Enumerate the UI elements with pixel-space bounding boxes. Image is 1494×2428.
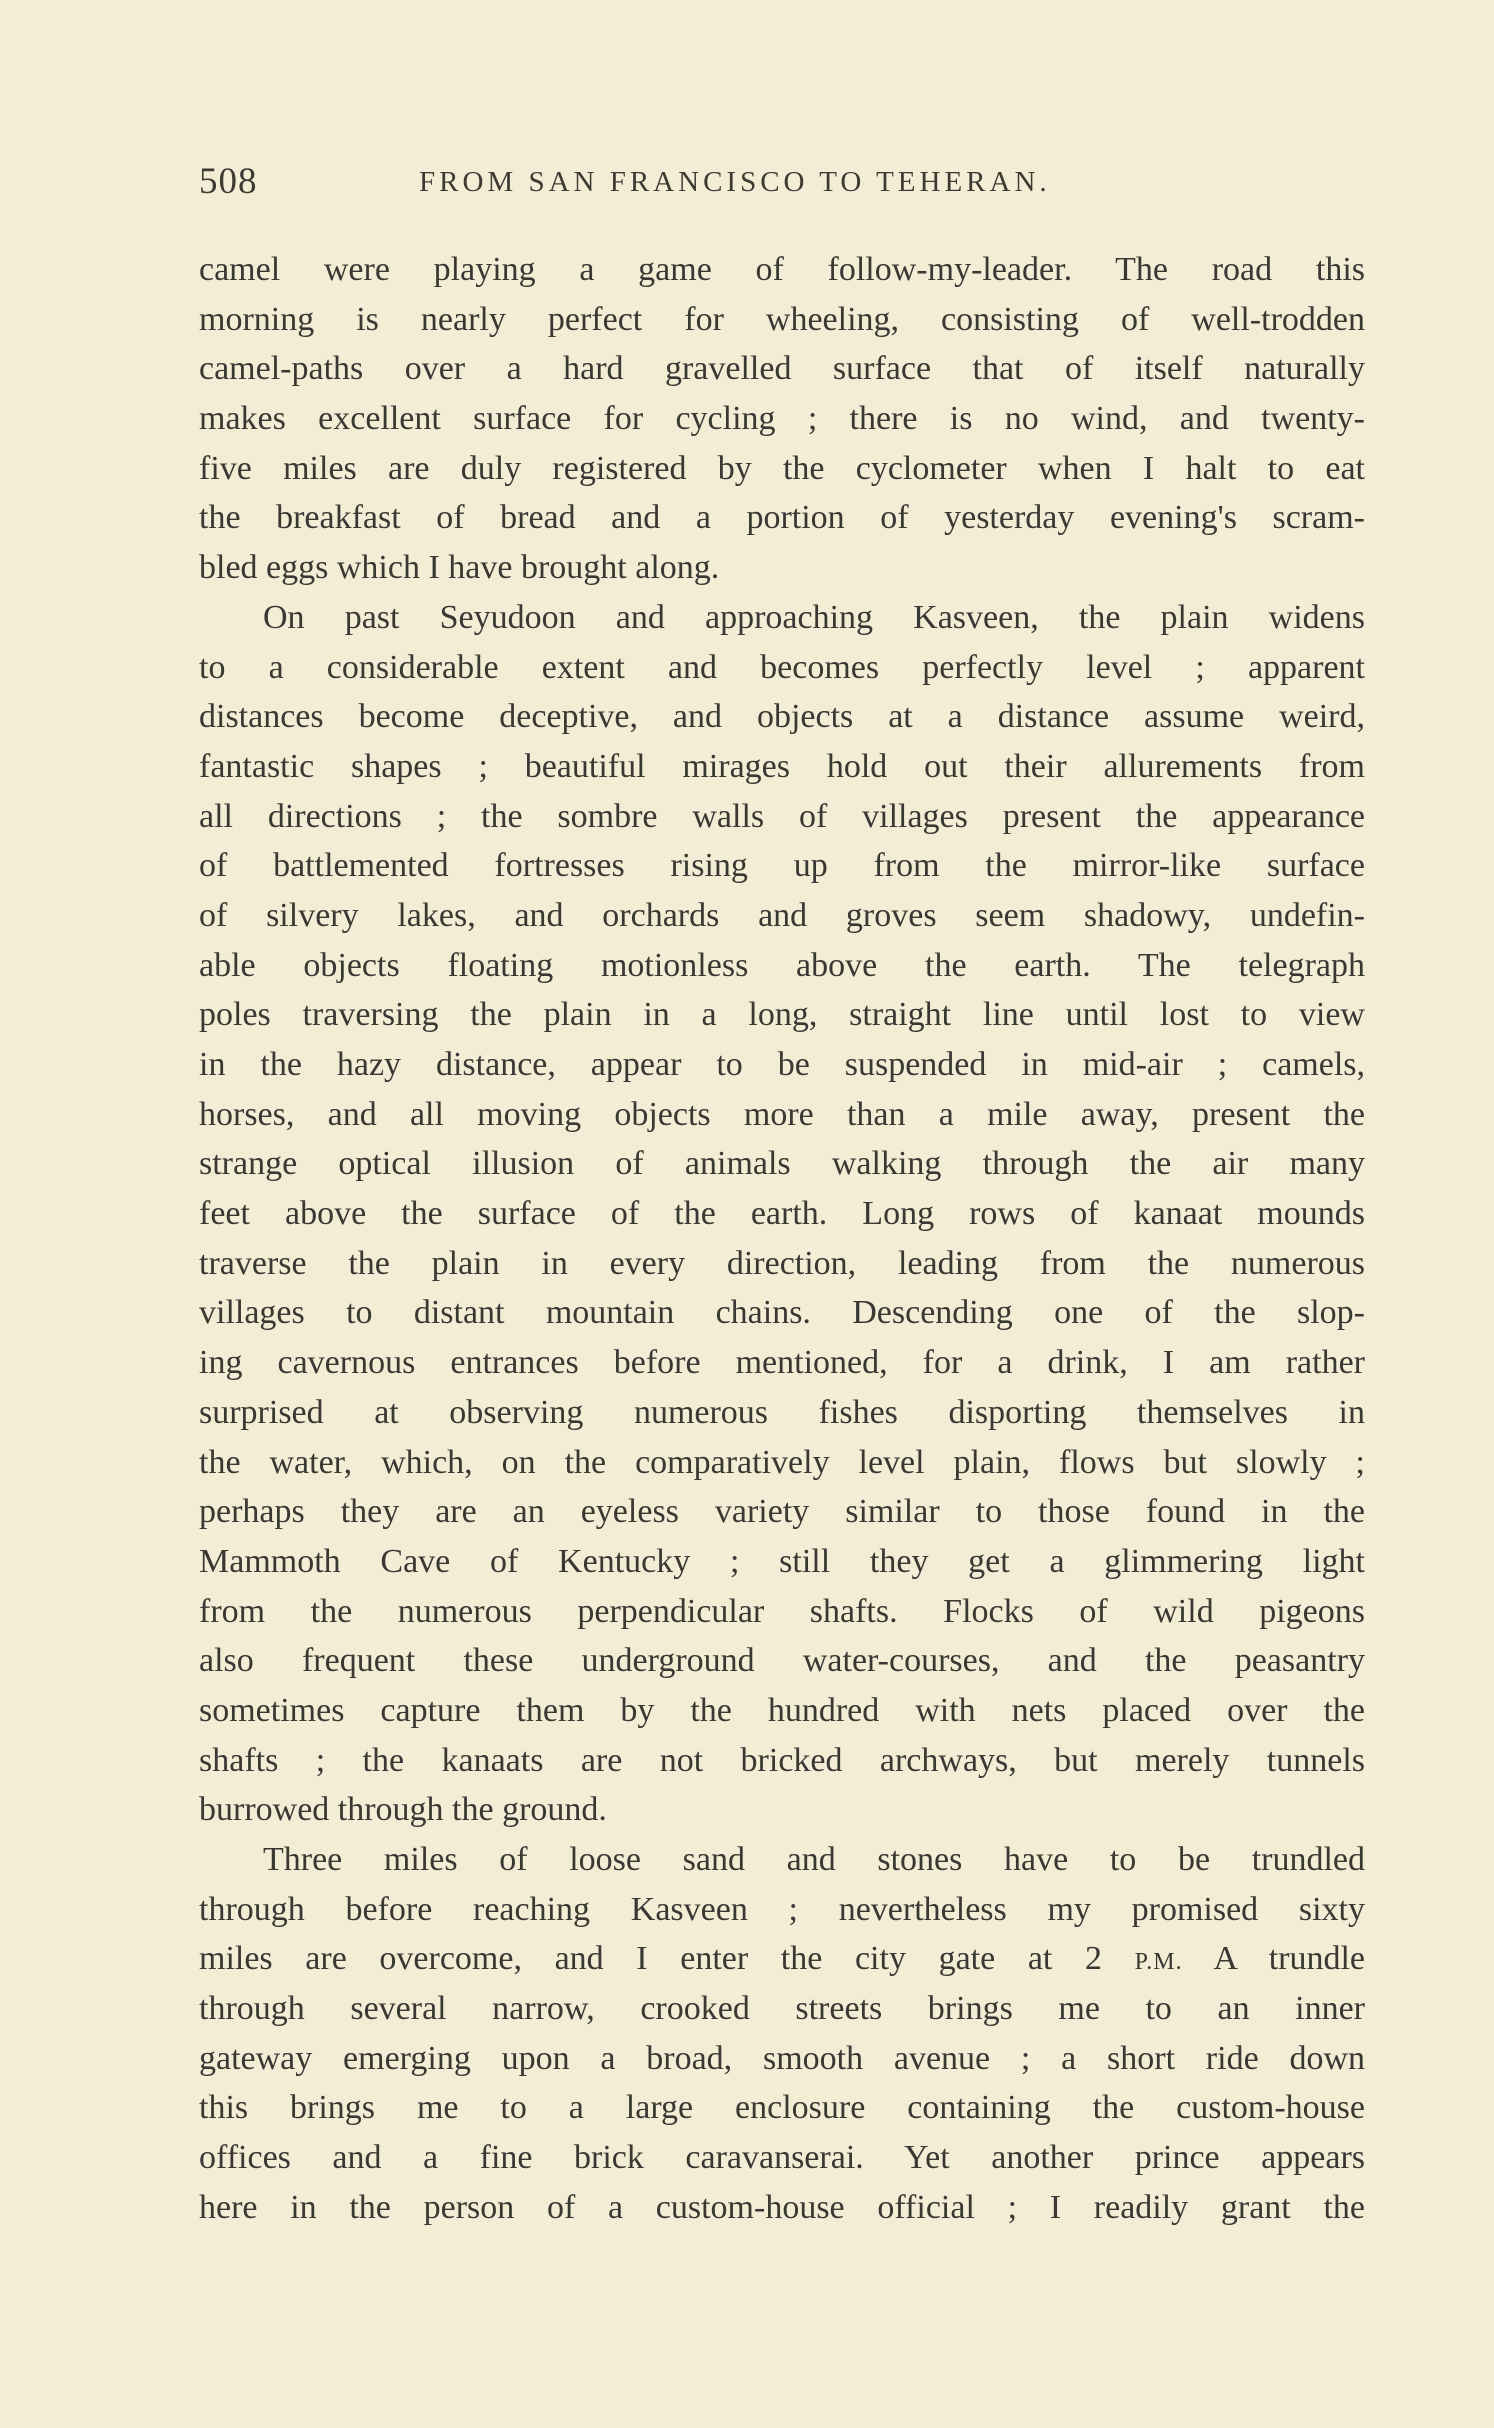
text-line: of battlemented fortresses rising up from the mirror-like surface bbox=[199, 847, 1365, 885]
text-line: poles traversing the plain in a long, straight line until lost to view bbox=[199, 996, 1365, 1034]
text-line: offices and a fine brick caravanserai. Yet another prince appears bbox=[199, 2139, 1365, 2177]
text-line: traverse the plain in every direction, leading from the numerous bbox=[199, 1244, 1365, 1282]
time-abbreviation: P.M. bbox=[1134, 1949, 1183, 1976]
text-line: makes excellent surface for cycling ; there is no wind, and twenty- bbox=[199, 400, 1365, 438]
text-line: the breakfast of bread and a portion of yesterday evening's scram- bbox=[199, 499, 1365, 537]
text-line: through before reaching Kasveen ; nevertheless my promised sixty bbox=[199, 1890, 1365, 1928]
text-segment: A trundle bbox=[1213, 1940, 1365, 1978]
body-text bbox=[199, 245, 1365, 2233]
text-line: camel-paths over a hard gravelled surface that of itself naturally bbox=[199, 350, 1365, 388]
text-line: fantastic shapes ; beautiful mirages hold out their allurements from bbox=[199, 747, 1365, 785]
text-line: this brings me to a large enclosure containing the custom-house bbox=[199, 2089, 1365, 2127]
text-line: gateway emerging upon a broad, smooth avenue ; a short ride down bbox=[199, 2039, 1365, 2077]
text-line: camel were playing a game of follow-my-leader. The road this bbox=[199, 251, 1365, 288]
text-line: all directions ; the sombre walls of villages present the appearance bbox=[199, 797, 1365, 835]
text-line: distances become deceptive, and objects at a distance assume weird, bbox=[199, 698, 1365, 736]
text-line: Mammoth Cave of Kentucky ; still they get a glimmering light bbox=[199, 1542, 1365, 1580]
text-line: villages to distant mountain chains. Descending one of the slop- bbox=[199, 1294, 1365, 1332]
text-line: able objects floating motionless above the earth. The telegraph bbox=[199, 946, 1365, 984]
text-line: to a considerable extent and becomes perfectly level ; apparent bbox=[199, 648, 1365, 686]
text-line: On past Seyudoon and approaching Kasveen, the plain widens bbox=[263, 598, 1365, 636]
running-title: FROM SAN FRANCISCO TO TEHERAN. bbox=[419, 166, 1051, 198]
text-line: also frequent these underground water-courses, and the peasantry bbox=[199, 1642, 1365, 1680]
text-line: here in the person of a custom-house official ; I readily grant the bbox=[199, 2188, 1365, 2226]
text-line: morning is nearly perfect for wheeling, consisting of well-trodden bbox=[199, 300, 1365, 338]
text-line: five miles are duly registered by the cyclometer when I halt to eat bbox=[199, 449, 1365, 487]
text-line: burrowed through the ground. bbox=[199, 1791, 607, 1829]
running-head bbox=[199, 160, 1365, 210]
text-line: through several narrow, crooked streets brings me to an inner bbox=[199, 1990, 1365, 2028]
text-segment: miles are overcome, and I enter the city gate at 2 bbox=[199, 1940, 1102, 1978]
text-line: strange optical illusion of animals walking through the air many bbox=[199, 1145, 1365, 1183]
text-line: in the hazy distance, appear to be suspended in mid-air ; camels, bbox=[199, 1046, 1365, 1083]
page-number: 508 bbox=[199, 161, 258, 202]
text-line: the water, which, on the comparatively level plain, flows but slowly ; bbox=[199, 1443, 1365, 1481]
text-line: Three miles of loose sand and stones have to be trundled bbox=[263, 1841, 1365, 1878]
text-line: perhaps they are an eyeless variety similar to those found in the bbox=[199, 1493, 1365, 1531]
text-line: feet above the surface of the earth. Long rows of kanaat mounds bbox=[199, 1195, 1365, 1233]
text-line: ing cavernous entrances before mentioned, for a drink, I am rather bbox=[199, 1344, 1365, 1382]
text-line-with-smallcaps bbox=[199, 1934, 1365, 1984]
text-line: surprised at observing numerous fishes disporting themselves in bbox=[199, 1393, 1365, 1431]
text-line: horses, and all moving objects more than a mile away, present the bbox=[199, 1095, 1365, 1133]
text-line: of silvery lakes, and orchards and groves seem shadowy, undefin- bbox=[199, 896, 1365, 934]
text-line: from the numerous perpendicular shafts. Flocks of wild pigeons bbox=[199, 1592, 1365, 1630]
text-line: sometimes capture them by the hundred with nets placed over the bbox=[199, 1691, 1365, 1729]
text-line: shafts ; the kanaats are not bricked archways, but merely tunnels bbox=[199, 1741, 1365, 1779]
text-line: bled eggs which I have brought along. bbox=[199, 549, 720, 587]
